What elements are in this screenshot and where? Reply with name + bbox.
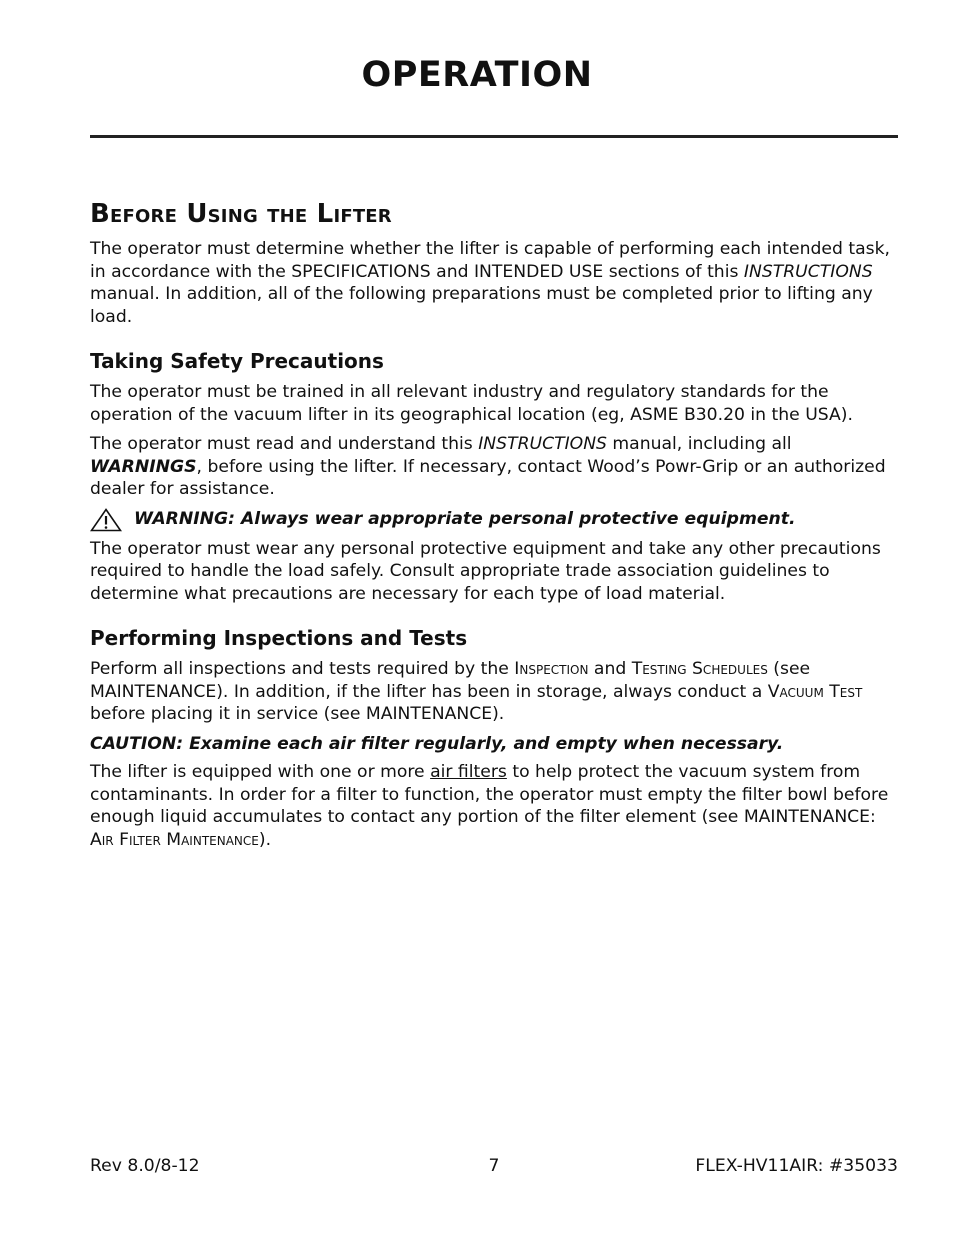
instructions-emphasis: INSTRUCTIONS [743, 261, 873, 282]
footer-revision: Rev 8.0/8-12 [90, 1156, 200, 1176]
document-body [90, 198, 900, 858]
safety-paragraph-2: The operator must read and understand this INSTRUCTIONS manual, including all WARNINGS, before using the lifter. If necessary, contact Wood’s Powr-Grip or an authorized dealer for assistance. [90, 434, 886, 499]
caution-notice: CAUTION: Examine each air filter regularly, and empty when necessary. [90, 733, 784, 754]
page-title: OPERATION [361, 55, 593, 95]
title-divider [90, 135, 898, 138]
instructions-emphasis: INSTRUCTIONS [478, 434, 607, 454]
safety-paragraph-1: The operator must be trained in all relevant industry and regulatory standards for the operation of the vacuum lifter in its geographical location (eg, ASME B30.20 in the USA). [90, 382, 853, 425]
page-footer [90, 1156, 898, 1180]
section-title: Before Using the Lifter [90, 199, 392, 229]
warning-notice [90, 508, 900, 532]
intro-paragraph: The operator must determine whether the lifter is capable of performing each intended task, in accordance with the SPECIFICATIONS and INTENDED USE sections of this INSTRUCTIONS manual. In addition, all of the following preparations must be completed prior to lifting any load. [90, 239, 891, 327]
air-filters-link[interactable]: air filters [430, 762, 507, 782]
inspection-ref: Inspection [514, 659, 589, 679]
safety-paragraph-3: The operator must wear any personal protective equipment and take any other precautions required to handle the load safely. Consult appropriate trade association guidelines to determine what precautions are necessary for each type of load material. [90, 538, 881, 604]
warning-triangle-icon [90, 508, 122, 532]
footer-document-id: FLEX-HV11AIR: #35033 [695, 1156, 898, 1176]
footer-page-number: 7 [488, 1156, 500, 1176]
inspections-subtitle: Performing Inspections and Tests [90, 626, 468, 650]
air-filter-maintenance-ref: Air Filter Maintenance [90, 829, 259, 850]
inspections-paragraph-1: Perform all inspections and tests required by the Inspection and Testing Schedules (see MAINTENANCE). In addition, if the lifter has been in storage, always conduct a Vacuum Test before placing it in service (see MAINTENANCE). [90, 659, 863, 724]
testing-schedules-ref: Testing Schedules [631, 659, 768, 679]
warnings-emphasis: WARNINGS [90, 456, 197, 477]
inspections-paragraph-2: The lifter is equipped with one or more air filters to help protect the vacuum system from contaminants. In order for a filter to function, the operator must empty the filter bowl before enough liquid accumulates to contact any portion of the filter element (see MAINTENANCE: Air Filter Maintenance). [90, 762, 889, 850]
vacuum-test-ref: Vacuum Test [767, 681, 863, 702]
warning-text: WARNING: Always wear appropriate personal protective equipment. [134, 509, 796, 530]
safety-subtitle: Taking Safety Precautions [90, 349, 384, 373]
